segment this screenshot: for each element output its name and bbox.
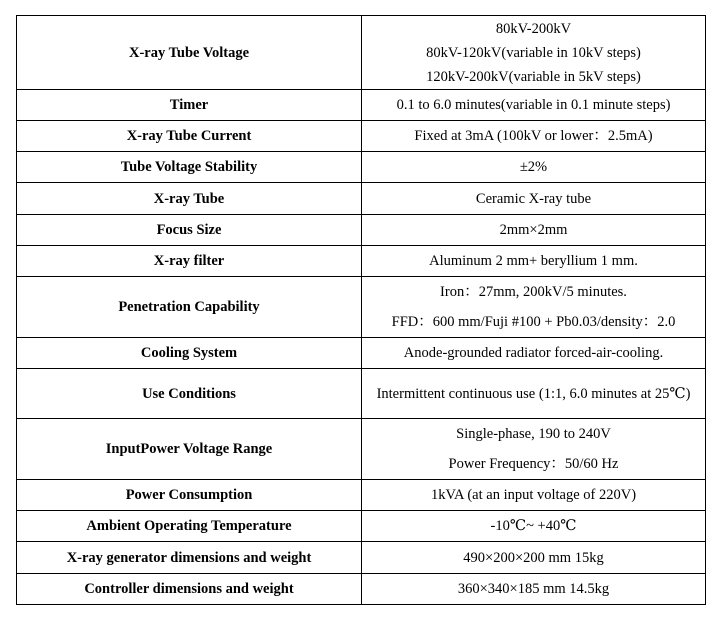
spec-value-line: FFD：600 mm/Fuji #100 + Pb0.03/density：2.0 (391, 314, 676, 330)
spec-value (362, 369, 706, 419)
table-row (17, 183, 706, 215)
spec-label: X-ray Tube Voltage (17, 16, 362, 90)
spec-value-line: 80kV-200kV (495, 20, 572, 37)
spec-value: Aluminum 2 mm+ beryllium 1 mm. (362, 246, 706, 277)
spec-label: InputPower Voltage Range (17, 419, 362, 480)
spec-value-line: Power Frequency：50/60 Hz (448, 456, 619, 472)
table-row (17, 419, 706, 480)
spec-table (16, 15, 706, 605)
table-row (17, 90, 706, 121)
table-row (17, 338, 706, 369)
spec-value: 490×200×200 mm 15kg (362, 542, 706, 574)
spec-value-line: Iron：27mm, 200kV/5 minutes. (440, 284, 627, 300)
spec-value: 2mm×2mm (362, 215, 706, 246)
spec-label: Cooling System (17, 338, 362, 369)
table-row (17, 277, 706, 338)
spec-label: Ambient Operating Temperature (17, 511, 362, 542)
spec-value: 1kVA (at an input voltage of 220V) (362, 480, 706, 511)
spec-label: Tube Voltage Stability (17, 152, 362, 183)
table-row (17, 215, 706, 246)
spec-label: Power Consumption (17, 480, 362, 511)
spec-label: Use Conditions (17, 369, 362, 419)
table-row (17, 574, 706, 605)
spec-label: X-ray generator dimensions and weight (17, 542, 362, 574)
spec-value-line: 80kV-120kV(variable in 10kV steps) (426, 44, 641, 61)
spec-value: -10℃~ +40℃ (362, 511, 706, 542)
table-row (17, 369, 706, 419)
spec-label: Penetration Capability (17, 277, 362, 338)
spec-value: Ceramic X-ray tube (362, 183, 706, 215)
spec-value (362, 419, 706, 480)
spec-value: 0.1 to 6.0 minutes(variable in 0.1 minute steps) (362, 90, 706, 121)
spec-value-line: 120kV-200kV(variable in 5kV steps) (426, 68, 641, 85)
table-row (17, 246, 706, 277)
spec-value: Fixed at 3mA (100kV or lower：2.5mA) (362, 121, 706, 152)
table-row (17, 511, 706, 542)
spec-value-line: Intermittent continuous use (1:1, 6.0 minutes at 25℃) (376, 385, 691, 402)
table-row (17, 480, 706, 511)
spec-value: Anode-grounded radiator forced-air-cooling. (362, 338, 706, 369)
spec-value-line: Single-phase, 190 to 240V (456, 426, 611, 442)
spec-label: X-ray filter (17, 246, 362, 277)
table-row (17, 152, 706, 183)
table-row (17, 16, 706, 90)
table-row (17, 121, 706, 152)
spec-value (362, 277, 706, 338)
spec-label: Timer (17, 90, 362, 121)
spec-value (362, 16, 706, 90)
spec-value: ±2% (362, 152, 706, 183)
spec-label: X-ray Tube (17, 183, 362, 215)
spec-value: 360×340×185 mm 14.5kg (362, 574, 706, 605)
spec-label: Controller dimensions and weight (17, 574, 362, 605)
spec-label: X-ray Tube Current (17, 121, 362, 152)
table-row (17, 542, 706, 574)
spec-label: Focus Size (17, 215, 362, 246)
